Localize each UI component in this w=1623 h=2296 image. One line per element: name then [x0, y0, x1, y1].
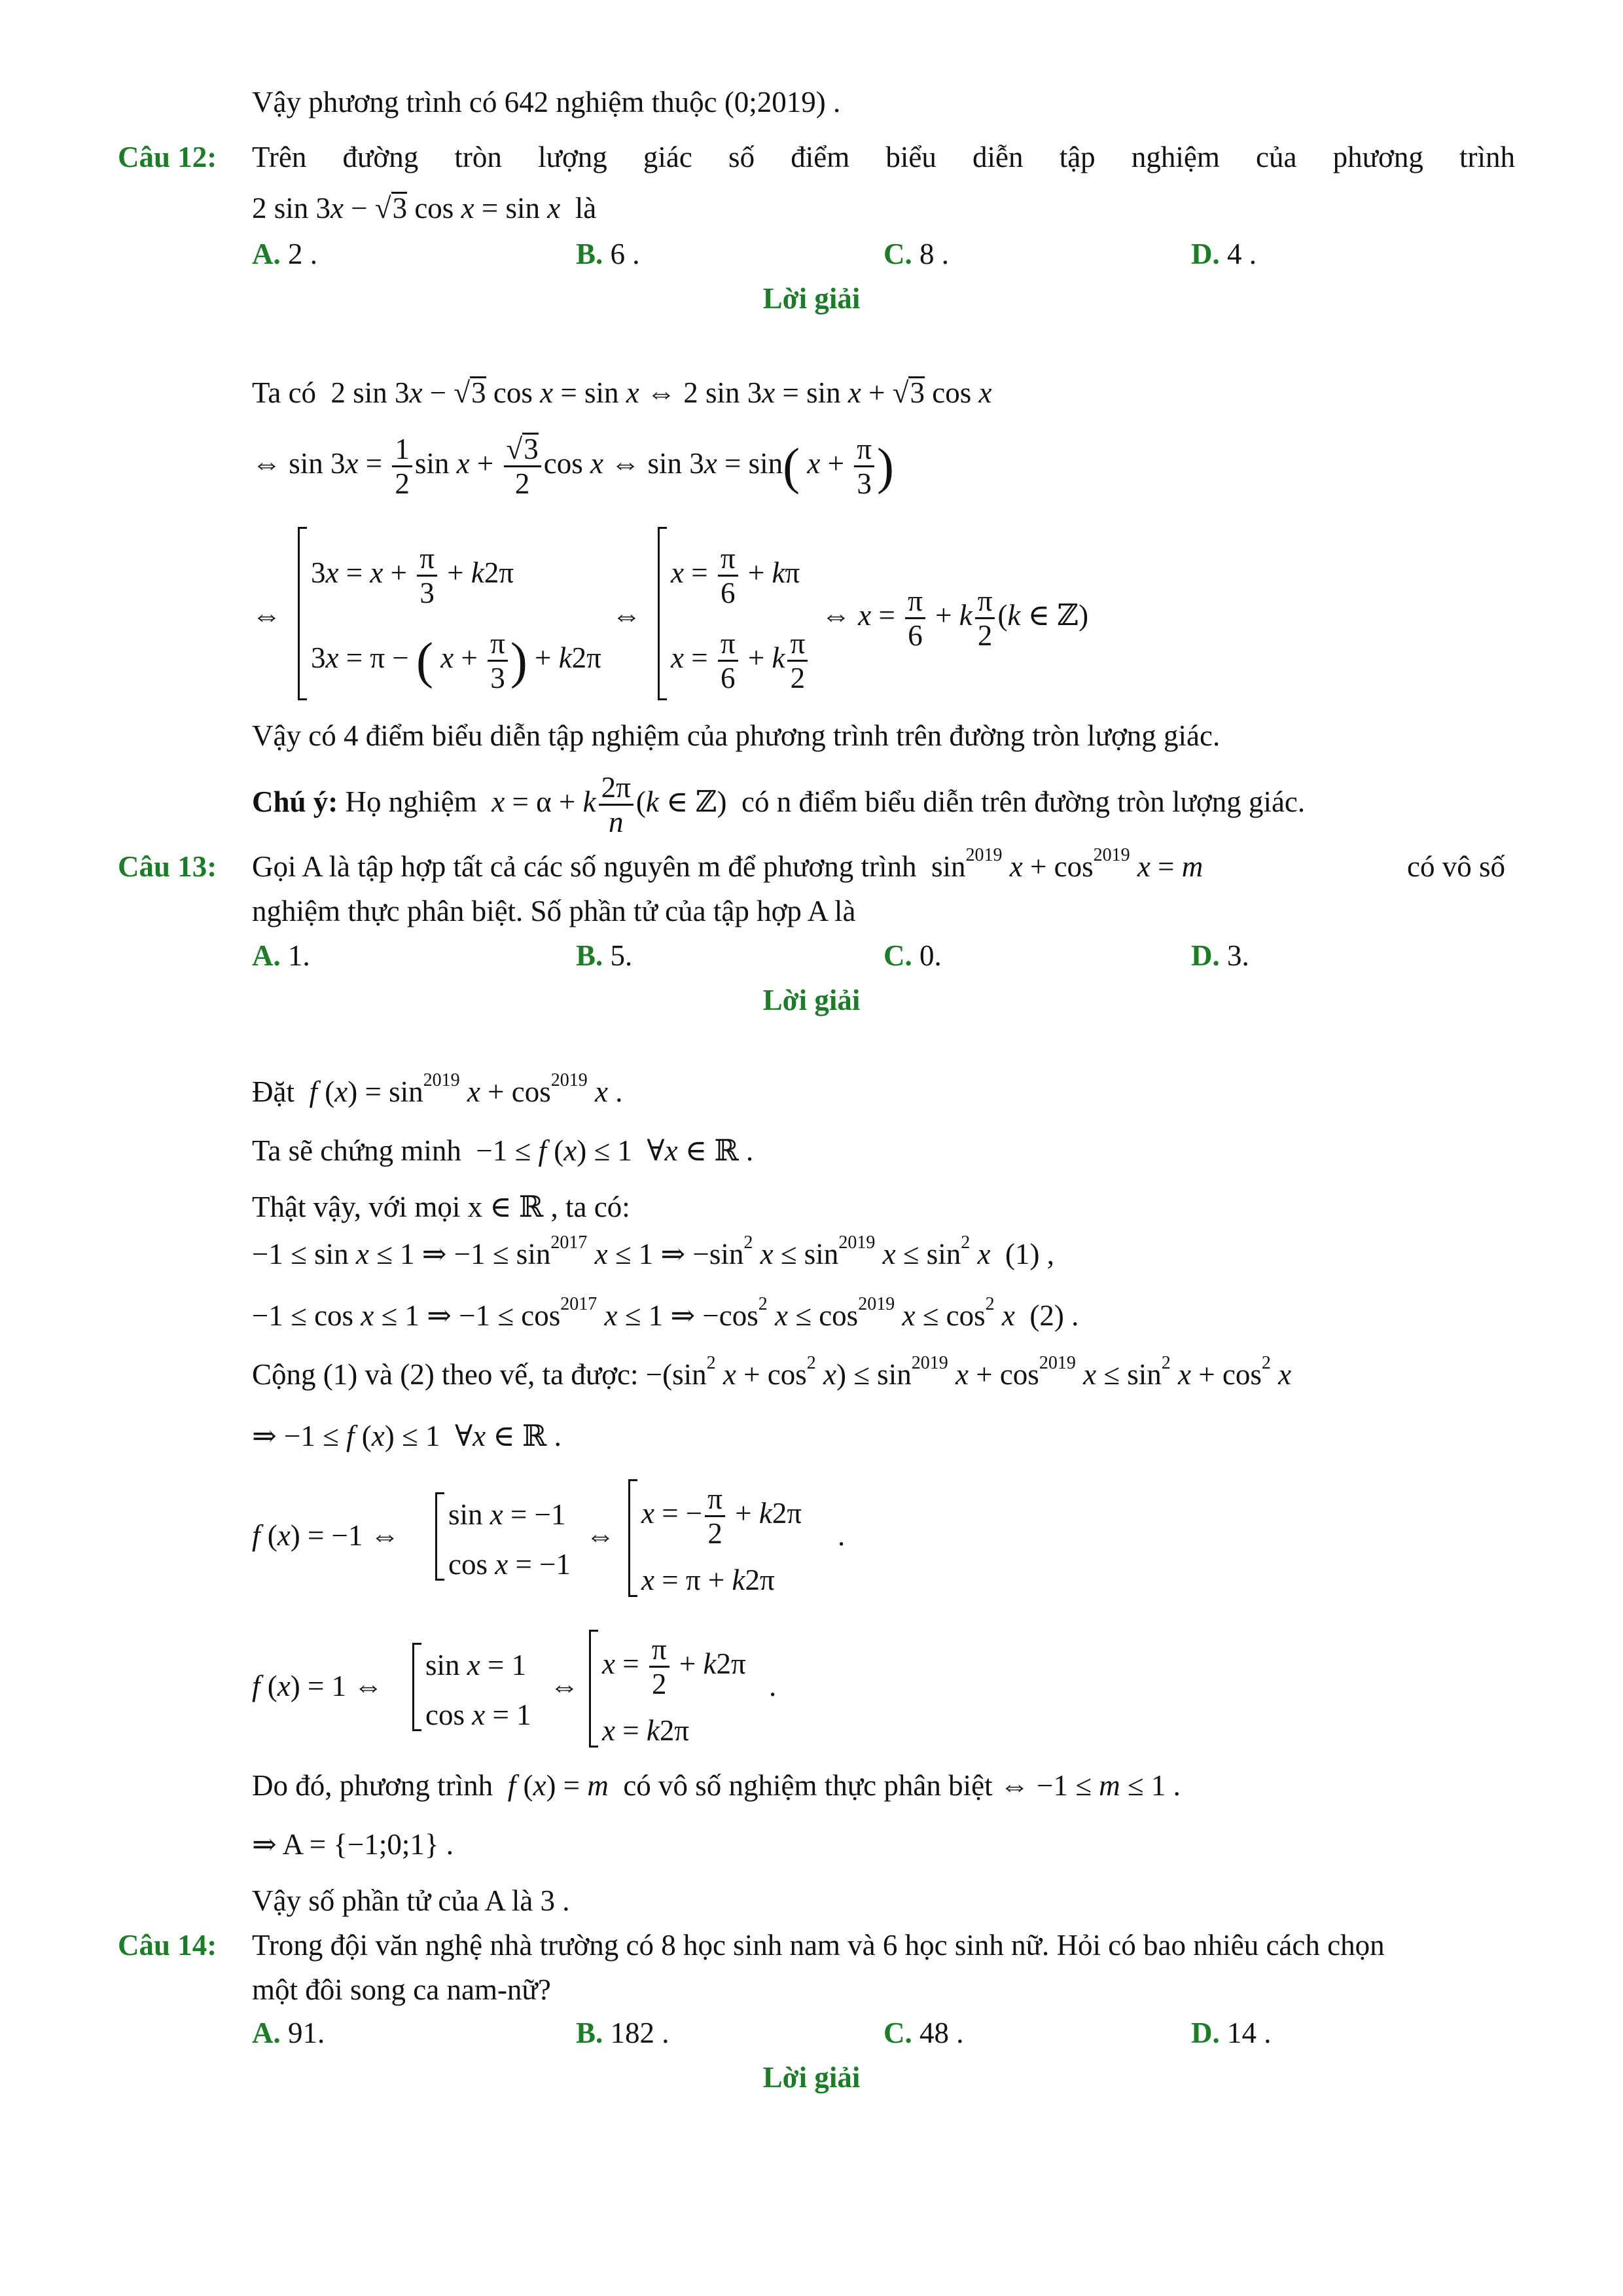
q12-option-b — [576, 236, 640, 272]
q14-option-b — [576, 2015, 669, 2051]
q12-sys2-row1: x = $\frac{\pi}{6}$ + kπ — [671, 542, 800, 610]
q12-option-a-letter: A. — [252, 238, 281, 270]
q12-option-d — [1191, 236, 1257, 272]
q12-option-a-value: 2 . — [288, 238, 317, 270]
q13-conclusion: Vậy số phần tử của A là 3 . — [252, 1884, 570, 1917]
q13-set-a: ⇒ A = {−1;0;1} . — [252, 1828, 454, 1861]
q13-fm1-dot: . — [838, 1519, 846, 1552]
bracket-system — [658, 527, 666, 700]
q13-label: Câu 13: — [118, 850, 217, 883]
bracket-system — [628, 1479, 637, 1597]
q14-option-a-letter: A. — [252, 2017, 281, 2049]
q13-option-a-value: 1. — [288, 939, 310, 972]
q12-sys2-row2: x = $\frac{\pi}{6}$ + k $\frac{\pi}{2}$ — [671, 622, 810, 694]
q11-conclusion: Vậy phương trình có 642 nghiệm thuộc (0;2019) . — [252, 86, 841, 118]
q14-option-d-letter: D. — [1191, 2017, 1220, 2049]
equiv-arrow: ⇔ — [586, 1519, 615, 1552]
q12-ta-co: Ta có — [252, 376, 317, 409]
q12-option-d-value: 4 . — [1227, 238, 1257, 270]
q13-do-do: Do đó, phương trình f (x) = m có vô số nghiệm thực phân biệt ⇔ −1 ≤ m ≤ 1 . — [252, 1769, 1181, 1802]
equiv-arrow: ⇔ — [612, 599, 641, 632]
q13-ineq-1: −1 ≤ sin x ≤ 1 ⇒ $-1 \le \sin^{2017} x \le 1$ ⇒ $-\sin^2$ $x \le \sin^{2019} x \le \sin^2 x$ (1) , — [252, 1232, 1054, 1270]
q13-fp1-row2: cos x = 1 — [425, 1698, 531, 1731]
q13-do-do-pre: Do đó, phương trình — [252, 1769, 493, 1802]
q14-stem-line2: một đôi song ca nam-nữ? — [252, 1973, 551, 2006]
q12-sys1-row1: 3x = x + $\frac{\pi}{3}$ + k2π — [311, 542, 514, 610]
equiv-arrow: ⇔ — [252, 599, 281, 632]
q12-stem-suffix: là — [575, 192, 597, 224]
q13-dat: Đặt — [252, 1075, 294, 1108]
q12-option-b-letter: B. — [576, 238, 603, 270]
q14-option-d — [1191, 2015, 1272, 2051]
q13-claim: Ta sẽ chứng minh −1 ≤ f (x) ≤ 1 ∀x ∈ ℝ . — [252, 1134, 754, 1167]
q12-label: Câu 12: — [118, 141, 217, 173]
q12-note-pre: Họ nghiệm — [345, 785, 477, 818]
q14-label: Câu 14: — [118, 1929, 217, 1962]
q12-option-b-value: 6 . — [610, 238, 640, 270]
q12-option-c-letter: C. — [883, 238, 912, 270]
q13-option-d — [1191, 937, 1249, 974]
q14-option-b-value: 182 . — [610, 2017, 669, 2049]
q13-option-d-letter: D. — [1191, 939, 1220, 972]
q13-option-b-letter: B. — [576, 939, 603, 972]
q14-stem-line1: Trong đội văn nghệ nhà trường có 8 học sinh nam và 6 học sinh nữ. Hỏi có bao nhiêu cách chọn — [252, 1929, 1385, 1962]
q13-that-vay: Thật vậy, với mọi x ∈ ℝ , ta có: — [252, 1191, 630, 1223]
q13-ineq-2: −1 ≤ cos x ≤ 1 ⇒ $-1 \le \cos^{2017} x \le 1$ ⇒ $-\cos^2$ $x \le \cos^{2019} x \le \cos^2 x$ (2) . — [252, 1294, 1079, 1332]
q14-option-d-value: 14 . — [1227, 2017, 1272, 2049]
q12-sys-result: ⇔ x = $\frac{\pi}{6}$ + k $\frac{\pi}{2}$ (k ∈ ℤ) — [821, 584, 1089, 653]
q13-stem-line1: Gọi A là tập hợp tất cả các số nguyên m để phương trình $\sin^{2019} x + \cos^{2019} x = m$ — [252, 845, 1204, 883]
q14-option-c-letter: C. — [883, 2017, 912, 2049]
q12-note: Chú ý: Họ nghiệm x = α + k $\frac{2\pi}{n}$ (k ∈ ℤ) có n điểm biểu diễn trên đường tròn lượng giác. — [252, 771, 1306, 839]
q13-option-c — [883, 937, 942, 974]
q13-define-f: Đặt f $(x) = \sin^{2019} x + \cos^{2019} x$ . — [252, 1070, 623, 1108]
bracket-system — [298, 527, 306, 700]
q13-solution-title: Lời giải — [762, 984, 861, 1016]
q12-solution-title: Lời giải — [762, 282, 861, 315]
q13-option-d-value: 3. — [1227, 939, 1249, 972]
q12-option-c-value: 8 . — [919, 238, 949, 270]
q13-stem-post: có vô số — [1407, 850, 1505, 883]
q12-sys1-row2: 3x = π − ( x + $\frac{\pi}{3}$ ) + k2π — [311, 627, 601, 695]
q14-option-c — [883, 2015, 964, 2051]
q13-fx-minus1: f (x) = −1 ⇔ — [252, 1519, 400, 1552]
q13-stem-pre: Gọi A là tập hợp tất cả các số nguyên m để phương trình — [252, 850, 917, 883]
q12-stem-line1: Trên đường tròn lượng giác số điểm biểu diễn tập nghiệm của phương trình — [252, 141, 1515, 173]
q13-option-a — [252, 937, 310, 974]
q13-do-do-mid: có vô số nghiệm thực phân biệt — [623, 1769, 993, 1802]
q13-prove: Ta sẽ chứng minh — [252, 1134, 461, 1167]
q12-note-post: có n điểm biểu diễn trên đường tròn lượng giác. — [741, 785, 1306, 818]
q14-option-b-letter: B. — [576, 2017, 603, 2049]
q13-fp1-sol1: x = $\frac{\pi}{2}$ + k2π — [602, 1633, 746, 1701]
q13-sum: Cộng (1) và (2) theo vế, ta được: $-(\sin^2$ $x + \cos^2 x) \le \sin^{2019} x + \cos^{2019} x \le \sin^2 x + \cos^2 x$ — [252, 1353, 1292, 1391]
q12-step2: ⇔ sin 3x = $\frac{1}{2}$ sin x + $\frac{√3}{2}$ cos x ⇔ sin 3x = sin( x + $\frac{\pi}{3}$ ) — [252, 433, 894, 501]
q13-option-a-letter: A. — [252, 939, 281, 972]
q13-fp1-dot: . — [769, 1670, 777, 1702]
q12-conclusion: Vậy có 4 điểm biểu diễn tập nghiệm của phương trình trên đường tròn lượng giác. — [252, 719, 1221, 752]
q13-option-c-letter: C. — [883, 939, 912, 972]
q13-fm1-row2: cos x = −1 — [448, 1548, 571, 1581]
q13-cong-pre: Cộng (1) và (2) theo vế, ta được: — [252, 1358, 639, 1391]
q12-option-a — [252, 236, 317, 272]
q13-option-b — [576, 937, 632, 974]
q13-fx-plus1: f (x) = 1 ⇔ — [252, 1670, 383, 1702]
q14-option-a-value: 91. — [288, 2017, 325, 2049]
equiv-arrow: ⇔ — [550, 1670, 579, 1702]
q13-fp1-row1: sin x = 1 — [425, 1649, 527, 1681]
q12-step1: Ta có 2 sin 3x − √3 cos x = sin x ⇔ 2 sin 3x = sin x + √3 cos x — [252, 376, 992, 409]
q13-option-c-value: 0. — [919, 939, 942, 972]
q13-option-b-value: 5. — [610, 939, 633, 972]
q12-option-c — [883, 236, 949, 272]
bracket-system — [435, 1492, 444, 1581]
bracket-system — [412, 1643, 421, 1731]
q13-fp1-sol2: x = k2π — [602, 1714, 690, 1747]
q14-option-a — [252, 2015, 325, 2051]
q13-fm1-sol1: x = − $\frac{\pi}{2}$ + k2π — [641, 1482, 802, 1551]
q14-option-c-value: 48 . — [919, 2017, 964, 2049]
q13-fm1-sol2: x = π + k2π — [641, 1564, 775, 1596]
q13-fm1-row1: sin x = −1 — [448, 1498, 566, 1531]
q12-note-label: Chú ý: — [252, 785, 338, 818]
q14-solution-title: Lời giải — [762, 2061, 861, 2094]
q13-stem-line2: nghiệm thực phân biệt. Số phần tử của tập hợp A là — [252, 895, 856, 927]
q12-equation: 2 sin 3x − √3 cos x = sin x là — [252, 192, 597, 224]
q13-bound: ⇒ −1 ≤ f (x) ≤ 1 ∀x ∈ ℝ . — [252, 1420, 562, 1452]
q12-option-d-letter: D. — [1191, 238, 1220, 270]
bracket-system — [589, 1630, 597, 1748]
